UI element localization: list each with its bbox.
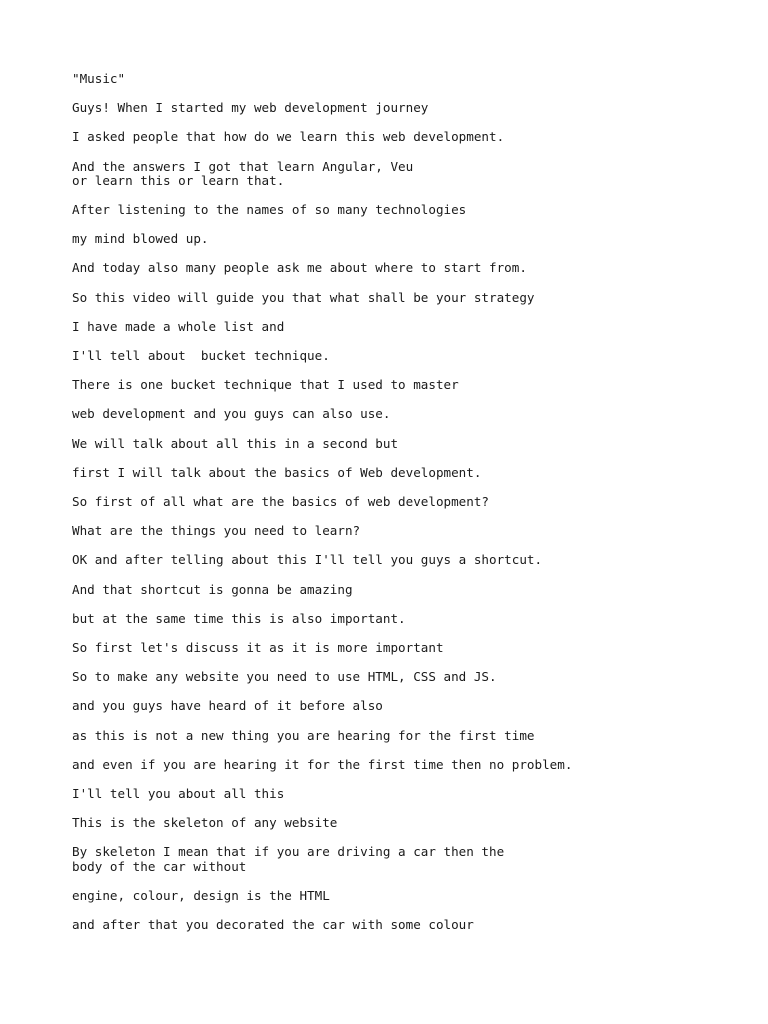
paragraph: I'll tell you about all this (72, 786, 285, 802)
paragraph: my mind blowed up. (72, 231, 209, 247)
paragraph: I have made a whole list and (72, 318, 285, 334)
paragraph: There is one bucket technique that I used to master (72, 377, 459, 393)
paragraph: So first let's discuss it as it is more important (72, 640, 444, 656)
paragraph: OK and after telling about this I'll tell you guys a shortcut. (72, 552, 543, 568)
paragraph: After listening to the names of so many technologies (72, 202, 467, 218)
paragraph: Guys! When I started my web development journey (72, 100, 429, 116)
paragraph: And the answers I got that learn Angular, Veu or learn this or learn that. (72, 158, 414, 188)
paragraph: We will talk about all this in a second but (72, 435, 399, 451)
paragraph: By skeleton I mean that if you are driving a car then the body of the car without (72, 844, 505, 874)
paragraph: So this video will guide you that what shall be your strategy (72, 289, 535, 305)
paragraph: engine, colour, design is the HTML (72, 887, 330, 903)
paragraph: web development and you guys can also use. (72, 406, 391, 422)
paragraph: And that shortcut is gonna be amazing (72, 581, 353, 597)
paragraph: and even if you are hearing it for the first time then no problem. (72, 756, 573, 772)
paragraph: And today also many people ask me about where to start from. (72, 260, 527, 276)
paragraph: and you guys have heard of it before also (72, 698, 383, 714)
paragraph: first I will talk about the basics of Web development. (72, 464, 482, 480)
paragraph: This is the skeleton of any website (72, 815, 338, 831)
paragraph: What are the things you need to learn? (72, 523, 361, 539)
paragraph: and after that you decorated the car with some colour (72, 917, 474, 933)
paragraph: I asked people that how do we learn this web development. (72, 129, 505, 145)
paragraph: "Music" (72, 71, 126, 86)
paragraph: So to make any website you need to use HTML, CSS and JS. (72, 669, 497, 685)
document-page (72, 72, 712, 947)
paragraph: I'll tell about bucket technique. (72, 348, 330, 364)
paragraph: So first of all what are the basics of web development? (72, 494, 490, 510)
paragraph: but at the same time this is also important. (72, 610, 406, 626)
paragraph: as this is not a new thing you are hearing for the first time (72, 727, 535, 743)
